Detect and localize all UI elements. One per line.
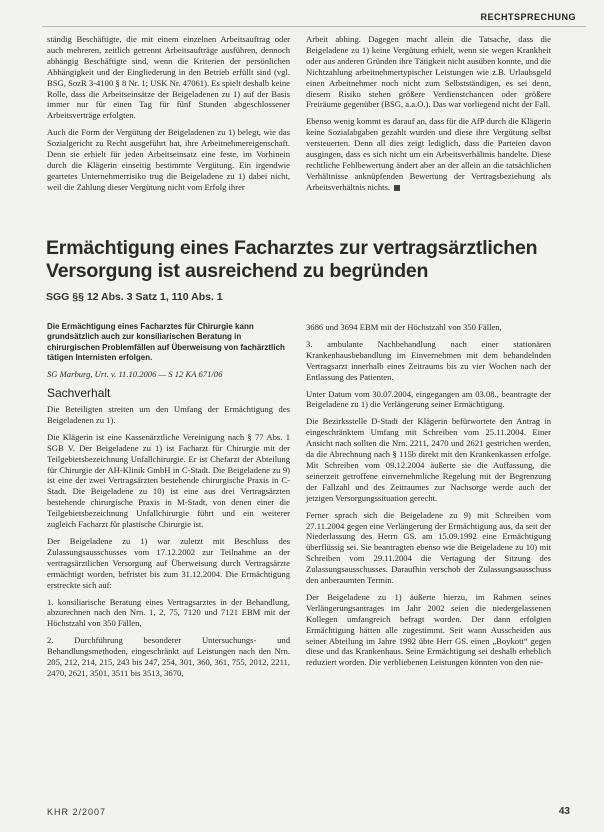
article-title: Ermächtigung eines Facharztes zur vertragsärztlichen Versorgung ist ausreichend zu begründen <box>46 237 538 282</box>
paragraph: 2. Durchführung besonderer Untersuchungs- und Behandlungsmethoden, eingeschränkt auf Leistungen nach den Nrn. 205, 212, 214, 215, 243 bis 247, 254, 301, 360, 361, 755, 2012, 2211, 2470, 2621, 3501, 3511 bis 3513, 3670, <box>47 635 290 678</box>
article-right-column <box>306 322 551 674</box>
paragraph: Die Beteiligten streiten um den Umfang der Ermächtigung des Beigeladenen zu 1). <box>47 404 290 425</box>
lead-paragraph: Die Ermächtigung eines Facharztes für Chirurgie kann grundsätzlich auch zur konsiliarischen Beratung in chirurgischen Problemfällen auf Überweisung von fachärztlich tätigen Internisten erfolgen. <box>47 322 285 362</box>
paragraph-text: Ebenso wenig kommt es darauf an, dass für die AfP durch die Klägerin keine Sozialabgaben gezahlt wurden und diese ihre Vergütung selbst versteuerten. Denn all dies zeigt lediglich, dass die Parteien davon ausgingen, dass es sich nicht um ein Arbeitsverhältnis handelte. Diese rechtliche Fehlbewertung ändert aber an der allein an die tatsächlichen Verhältnisse anknüpfenden Bewertung der Vertragsbeziehung als Arbeitsverhältnis nichts. <box>306 116 551 192</box>
paragraph: Arbeit abhing. Dagegen macht allein die Tatsache, dass die Beigeladene zu 1) keine Vergütung erhielt, wenn sie wegen Krankheit oder aus anderen Gründen ihre Tätigkeit nicht ausüben konnte, und die Nichtzahlung arbeitnehmertypischer Leistungen wie z.B. Urlaubsgeld einen Arbeitnehmer noch nicht zum Selbstständigen, es sei denn, diesem Risiko stehen größere Verdienstchancen oder größere Freiräume gegenüber (BSG, a.a.O.). Das war vorliegend nicht der Fall. <box>306 34 551 110</box>
section-heading: Sachverhalt <box>47 386 111 401</box>
paragraph: Die Klägerin ist eine Kassenärztliche Vereinigung nach § 77 Abs. 1 SGB V. Der Beigeladene zu 1) ist Facharzt für Chirurgie mit der Teilgebietsbezeichnung Unfallchirurgie. Er ist Chefarzt der Abteilung für Chirurgie der AH-Klinik GmbH in C-Stadt. Die Beigeladene zu 9) ist eine der zwei Vertragsärzten bestehende chirurgische Praxis in C-Stadt. Die Beigeladene zu 10) ist eine aus drei Vertragsärzten bestehende chirurgische Praxis in M-Stadt, von denen einer die Teilgebietsbezeichnung Unfallchirurgie führt und ein weiterer zugleich Facharzt für plastische Chirurgie ist. <box>47 431 290 530</box>
paragraph: Die Bezirksstelle D-Stadt der Klägerin befürwortete den Antrag in eingeschränktem Umfang mit Schreiben vom 25.11.2004. Einer Ansicht nach sollten die Nrn. 2211, 2470 und 2621 gestrichen werden, da die Abrechnung nach § 115b direkt mit den Krankenkassen erfolge. Mit Schreiben vom 09.12.2004 äußerte sie die Auffassung, die seinerzeit getroffene einvernehmliche Regelung mit der Begrenzung der Fallzahl und des Zeitraumes zur Nachsorge werde auch der jetzigen Versorgungssituation gerecht. <box>306 416 551 503</box>
top-left-column <box>47 34 290 199</box>
article-left-column <box>47 322 290 685</box>
article-subtitle: SGG §§ 12 Abs. 3 Satz 1, 110 Abs. 1 <box>46 291 223 303</box>
page-number: 43 <box>558 806 570 817</box>
header-rule <box>42 26 586 27</box>
paragraph: Unter Datum vom 30.07.2004, eingegangen am 03.08., beantragte der Beigeladene zu 1) die Verlängerung seiner Ermächtigung. <box>306 388 551 410</box>
paragraph: Auch die Form der Vergütung der Beigeladenen zu 1) belegt, wie das Sozialgericht zu Recht ausgeführt hat, ihre Arbeitnehmereigenschaft. Denn sie erhielt für jeden Arbeitseinsatz eine feste, im Vorhinein durch die Klägerin einseitig bestimmte Vergütung. Ein irgendwie geartetes Unternehmerrisiko trug die Beigeladene zu 1) dabei nicht, weil die Zahlung dieser Vergütung nicht vom Erfolg ihrer <box>47 127 290 192</box>
court-citation: SG Marburg, Urt. v. 11.10.2006 — S 12 KA 671/06 <box>47 369 223 380</box>
top-right-column <box>306 34 551 199</box>
paragraph <box>306 116 551 192</box>
section-header: RECHTSPRECHUNG <box>480 12 576 22</box>
paragraph: Der Beigeladene zu 1) war zuletzt mit Beschluss des Zulassungsausschusses vom 17.12.2002 zur Teilnahme an der vertragsärztlichen Versorgung auf Überweisung durch Vertragsärzte ermächtigt worden, befristet bis zum 31.12.2004. Die Ermächtigung erstreckte sich auf: <box>47 535 290 590</box>
paragraph: Ferner sprach sich die Beigeladene zu 9) mit Schreiben vom 27.11.2004 gegen eine Verlängerung der Ermächtigung aus, da seit der Niederlassung des Herrn GS. am 15.09.1992 eine Ermächtigung überflüssig sei. Sie beantragten ebenso wie die Beigeladene zu 10) mit Schreiben vom 29.11.2004 die Vertagung der Sitzung des Zulassungsausschusses. Daraufhin verschob der Zulassungsausschuss den anberaumten Termin. <box>306 509 551 586</box>
paragraph: 3686 und 3694 EBM mit der Höchstzahl von 350 Fällen, <box>306 322 502 332</box>
paragraph: Der Beigeladene zu 1) äußerte hierzu, im Rahmen seines Verlängerungsantrages im Jahr 2002 seien die niedergelassenen Kollegen umfangreich befragt worden. Der dann erfolgten Ermächtigung hätten alle zugestimmt. Seit wann Ausscheiden aus seiner Abteilung im Jahre 1992 übte Herr GS. einen „Boykott“ gegen diese und das Krankenhaus. Seine Ermächtigung sei deshalb erheblich reduziert worden. Die verbliebenen Leistungen könnten von den nie- <box>306 591 551 668</box>
paragraph: 1. konsiliarische Beratung eines Vertragsarztes in der Behandlung, abzurechnen nach den Nrn. 1, 2, 75, 7120 und 7121 EBM mit der Höchstzahl von 350 Fällen, <box>47 596 290 629</box>
paragraph: ständig Beschäftigte, die mit einem einzelnen Arbeitsauftrag oder auch mehreren, zeitlich getrennt Arbeitsaufträge ausführen, dennoch abhängig Beschäftigte sind, wenn die Kriterien der persönlichen Abhängigkeit und der Eingliederung in den Betrieb erfüllt sind (vgl. BSG, SozR 3-4100 § 8 Nr. 1; USK Nr. 47061). Es spielt deshalb keine Rolle, dass die Arbeitseinsätze der Beigeladenen zu 1) auf der Basis immer nur für einen Tag für fünf Stunden abgeschlossener Arbeitsverträge erfolgten. <box>47 34 290 121</box>
end-mark-icon <box>394 185 400 191</box>
paragraph: 3. ambulante Nachbehandlung nach einer stationären Krankenhausbehandlung im Einvernehmen mit dem behandelnden Vertragsarzt innerhalb eines Zeitraums bis zu vier Wochen nach der Entlassung des Patienten. <box>306 338 551 382</box>
journal-footer: KHR 2/2007 <box>47 807 107 817</box>
